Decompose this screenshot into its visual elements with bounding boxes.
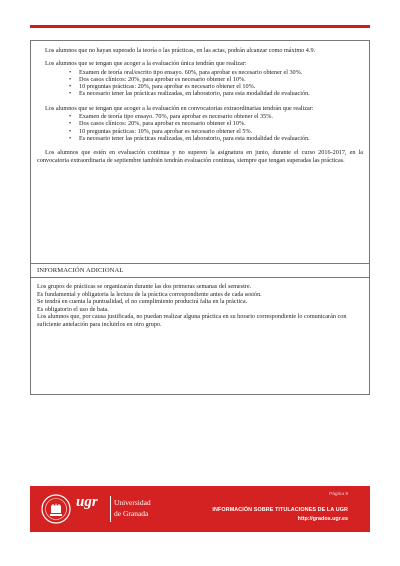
university-name-line-2: de Granada bbox=[114, 509, 149, 518]
list-item: • Examen de teoría tipo ensayo. 70%, para aprobar es necesario obtener el 35%. bbox=[79, 113, 363, 120]
list-item: • Es necesario tener las prácticas realizadas, en laboratorio, para esta modalidad de evaluación. bbox=[79, 135, 363, 142]
top-red-rule bbox=[30, 25, 370, 28]
info-line: Los alumnos que, por causa justificada, no puedan realizar alguna práctica en su horario correspondiente lo comunicarán con suficiente antelación para incluirlos en otro grupo. bbox=[37, 313, 347, 328]
list-item: • 10 preguntas prácticas: 10%, para aprobar es necesario obtener el 5%. bbox=[79, 128, 363, 135]
info-line: Es obligatorio el uso de bata. bbox=[37, 305, 109, 313]
degrees-info-label: INFORMACIÓN SOBRE TITULACIONES DE LA UGR bbox=[212, 507, 348, 513]
university-seal-icon bbox=[40, 493, 72, 525]
list-item: • Dos casos clínicos: 20%, para aprobar es necesario obtener el 10%. bbox=[79, 120, 363, 127]
content-table bbox=[30, 40, 370, 395]
logo-divider bbox=[110, 496, 111, 522]
heading-divider bbox=[31, 277, 369, 278]
university-name bbox=[114, 497, 151, 519]
degrees-url-link[interactable]: http://grados.ugr.es bbox=[297, 516, 348, 522]
additional-info-heading: INFORMACIÓN ADICIONAL bbox=[37, 267, 124, 274]
info-line: Los grupos de prácticas se organizarán durante las dos primeras semanas del semestre. bbox=[37, 283, 252, 290]
evaluation-paragraph-4: Los alumnos que estén en evaluación continua y no superen la asignatura en junio, durante el curso 2016-2017, en la convocatoria extraordinaria de septiembre también tendrán evaluación continua, siempre que tengan superadas las prácticas. bbox=[37, 149, 363, 164]
list-item: • Es necesario tener las prácticas realizadas, en laboratorio, para esta modalidad de evaluación. bbox=[79, 90, 363, 97]
info-line: Se tendrá en cuenta la puntualidad, el no cumplimiento producirá falta en la práctica. bbox=[37, 298, 248, 306]
evaluation-paragraph-3: Los alumnos que se tengan que acoger a la evaluación en convocatorias extraordinarias tendrán que realizar: bbox=[45, 104, 314, 112]
list-item: • 10 preguntas prácticas: 20%, para aprobar es necesario obtener el 10%. bbox=[79, 83, 363, 90]
evaluation-section bbox=[31, 41, 369, 263]
list-item: • Dos casos clínicos: 20%, para aprobar es necesario obtener el 10%. bbox=[79, 76, 363, 83]
info-line: Es fundamental y obligatoria la lectura de la práctica correspondiente antes de cada sesión. bbox=[37, 290, 262, 298]
extraordinary-evaluation-list bbox=[37, 113, 363, 142]
single-evaluation-list bbox=[37, 69, 363, 98]
list-item: • Examen de teoría oral/escrito tipo ensayo. 60%, para aprobar es necesario obtener el 30%. bbox=[79, 69, 363, 76]
footer-banner bbox=[30, 486, 370, 532]
evaluation-paragraph-2: Los alumnos que se tengan que acoger a la evaluación única tendrán que realizar: bbox=[45, 60, 247, 68]
university-name-line-1: Universidad bbox=[114, 498, 151, 507]
evaluation-paragraph-1: Los alumnos que no hayan superado la teoría o las prácticas, en las actas, podrán alcanzar como máximo 4.9. bbox=[45, 47, 316, 54]
ugr-logo-text: ugr bbox=[76, 494, 98, 510]
page-number: Página 9 bbox=[329, 492, 348, 497]
additional-info-section bbox=[31, 279, 369, 333]
